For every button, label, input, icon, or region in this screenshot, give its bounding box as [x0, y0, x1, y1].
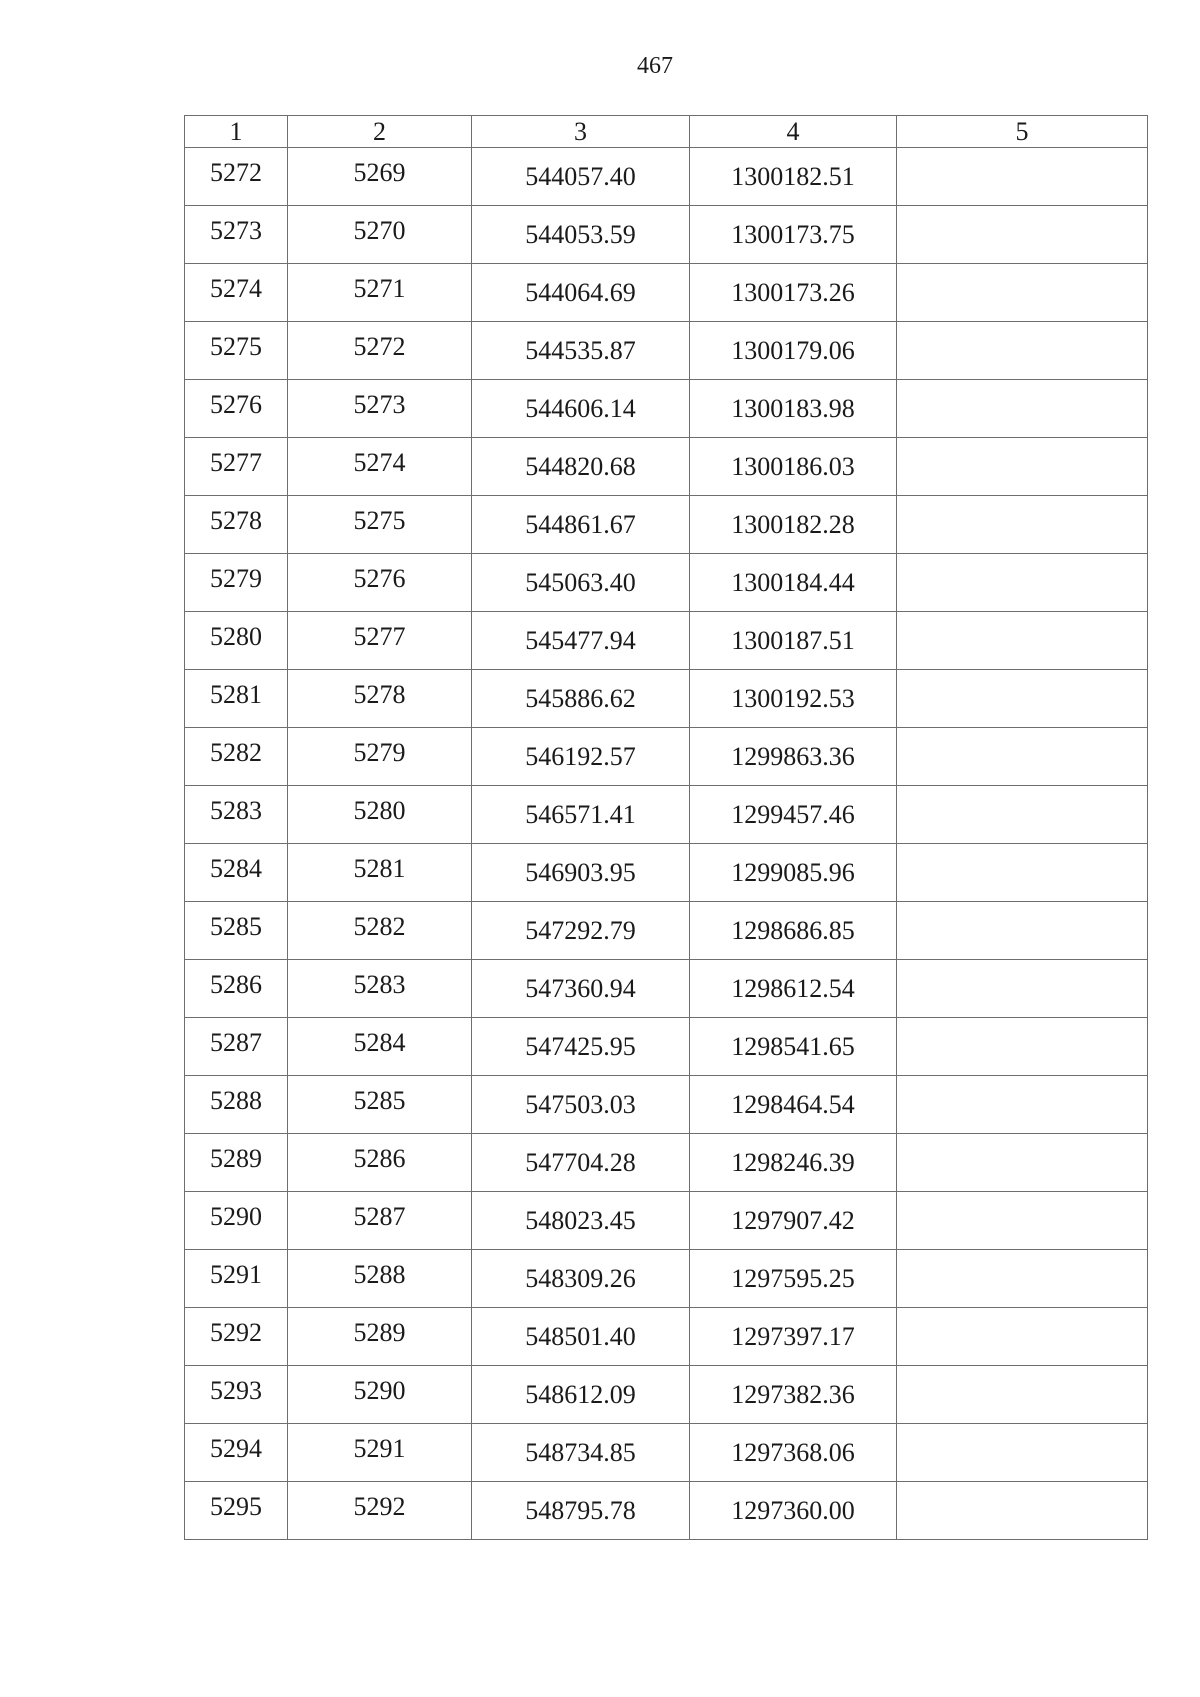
column-header: 1 — [185, 116, 288, 148]
note-cell — [897, 438, 1148, 496]
point-number-cell: 5295 — [185, 1482, 288, 1540]
x-coordinate-cell: 544057.40 — [472, 148, 690, 206]
note-cell — [897, 670, 1148, 728]
coordinates-table — [184, 115, 1148, 1540]
point-number-cell: 5290 — [185, 1192, 288, 1250]
x-coordinate-cell: 544064.69 — [472, 264, 690, 322]
point-number-cell: 5272 — [185, 148, 288, 206]
previous-point-cell: 5287 — [288, 1192, 472, 1250]
table-row — [185, 844, 1148, 902]
y-coordinate-cell: 1300183.98 — [690, 380, 897, 438]
table-row — [185, 728, 1148, 786]
x-coordinate-cell: 547425.95 — [472, 1018, 690, 1076]
x-coordinate-cell: 547360.94 — [472, 960, 690, 1018]
x-coordinate-cell: 548612.09 — [472, 1366, 690, 1424]
note-cell — [897, 1308, 1148, 1366]
table-row — [185, 1076, 1148, 1134]
table-row — [185, 380, 1148, 438]
note-cell — [897, 902, 1148, 960]
table-row — [185, 1308, 1148, 1366]
x-coordinate-cell: 544820.68 — [472, 438, 690, 496]
previous-point-cell: 5275 — [288, 496, 472, 554]
table-row — [185, 670, 1148, 728]
note-cell — [897, 1366, 1148, 1424]
previous-point-cell: 5283 — [288, 960, 472, 1018]
previous-point-cell: 5279 — [288, 728, 472, 786]
point-number-cell: 5276 — [185, 380, 288, 438]
table-row — [185, 1424, 1148, 1482]
y-coordinate-cell: 1298686.85 — [690, 902, 897, 960]
note-cell — [897, 1018, 1148, 1076]
x-coordinate-cell: 544053.59 — [472, 206, 690, 264]
point-number-cell: 5288 — [185, 1076, 288, 1134]
note-cell — [897, 612, 1148, 670]
note-cell — [897, 264, 1148, 322]
note-cell — [897, 1134, 1148, 1192]
x-coordinate-cell: 547292.79 — [472, 902, 690, 960]
x-coordinate-cell: 548309.26 — [472, 1250, 690, 1308]
x-coordinate-cell: 548501.40 — [472, 1308, 690, 1366]
note-cell — [897, 496, 1148, 554]
previous-point-cell: 5286 — [288, 1134, 472, 1192]
y-coordinate-cell: 1300179.06 — [690, 322, 897, 380]
previous-point-cell: 5281 — [288, 844, 472, 902]
note-cell — [897, 206, 1148, 264]
x-coordinate-cell: 547704.28 — [472, 1134, 690, 1192]
note-cell — [897, 148, 1148, 206]
x-coordinate-cell: 545886.62 — [472, 670, 690, 728]
previous-point-cell: 5277 — [288, 612, 472, 670]
point-number-cell: 5283 — [185, 786, 288, 844]
previous-point-cell: 5270 — [288, 206, 472, 264]
previous-point-cell: 5273 — [288, 380, 472, 438]
note-cell — [897, 786, 1148, 844]
previous-point-cell: 5274 — [288, 438, 472, 496]
table-row — [185, 206, 1148, 264]
point-number-cell: 5274 — [185, 264, 288, 322]
point-number-cell: 5273 — [185, 206, 288, 264]
x-coordinate-cell: 544606.14 — [472, 380, 690, 438]
y-coordinate-cell: 1299085.96 — [690, 844, 897, 902]
previous-point-cell: 5290 — [288, 1366, 472, 1424]
previous-point-cell: 5289 — [288, 1308, 472, 1366]
note-cell — [897, 960, 1148, 1018]
y-coordinate-cell: 1297907.42 — [690, 1192, 897, 1250]
x-coordinate-cell: 548023.45 — [472, 1192, 690, 1250]
y-coordinate-cell: 1300182.51 — [690, 148, 897, 206]
point-number-cell: 5282 — [185, 728, 288, 786]
y-coordinate-cell: 1297397.17 — [690, 1308, 897, 1366]
previous-point-cell: 5276 — [288, 554, 472, 612]
table-header-row — [185, 116, 1148, 148]
y-coordinate-cell: 1298246.39 — [690, 1134, 897, 1192]
previous-point-cell: 5285 — [288, 1076, 472, 1134]
y-coordinate-cell: 1298612.54 — [690, 960, 897, 1018]
y-coordinate-cell: 1297595.25 — [690, 1250, 897, 1308]
y-coordinate-cell: 1300192.53 — [690, 670, 897, 728]
point-number-cell: 5292 — [185, 1308, 288, 1366]
y-coordinate-cell: 1299457.46 — [690, 786, 897, 844]
y-coordinate-cell: 1297382.36 — [690, 1366, 897, 1424]
column-header: 3 — [472, 116, 690, 148]
y-coordinate-cell: 1300173.75 — [690, 206, 897, 264]
table-row — [185, 1482, 1148, 1540]
previous-point-cell: 5269 — [288, 148, 472, 206]
point-number-cell: 5281 — [185, 670, 288, 728]
table-row — [185, 1250, 1148, 1308]
note-cell — [897, 728, 1148, 786]
previous-point-cell: 5272 — [288, 322, 472, 380]
point-number-cell: 5291 — [185, 1250, 288, 1308]
previous-point-cell: 5292 — [288, 1482, 472, 1540]
table-row — [185, 264, 1148, 322]
point-number-cell: 5289 — [185, 1134, 288, 1192]
column-header: 5 — [897, 116, 1148, 148]
table-row — [185, 612, 1148, 670]
previous-point-cell: 5278 — [288, 670, 472, 728]
x-coordinate-cell: 548795.78 — [472, 1482, 690, 1540]
table-row — [185, 438, 1148, 496]
point-number-cell: 5287 — [185, 1018, 288, 1076]
x-coordinate-cell: 544861.67 — [472, 496, 690, 554]
y-coordinate-cell: 1298464.54 — [690, 1076, 897, 1134]
x-coordinate-cell: 547503.03 — [472, 1076, 690, 1134]
x-coordinate-cell: 545477.94 — [472, 612, 690, 670]
y-coordinate-cell: 1299863.36 — [690, 728, 897, 786]
point-number-cell: 5277 — [185, 438, 288, 496]
table-row — [185, 786, 1148, 844]
note-cell — [897, 844, 1148, 902]
note-cell — [897, 1192, 1148, 1250]
table-row — [185, 148, 1148, 206]
table-row — [185, 1018, 1148, 1076]
y-coordinate-cell: 1300187.51 — [690, 612, 897, 670]
previous-point-cell: 5288 — [288, 1250, 472, 1308]
note-cell — [897, 554, 1148, 612]
note-cell — [897, 322, 1148, 380]
table-row — [185, 960, 1148, 1018]
y-coordinate-cell: 1297368.06 — [690, 1424, 897, 1482]
point-number-cell: 5285 — [185, 902, 288, 960]
table-row — [185, 902, 1148, 960]
previous-point-cell: 5282 — [288, 902, 472, 960]
previous-point-cell: 5291 — [288, 1424, 472, 1482]
point-number-cell: 5280 — [185, 612, 288, 670]
y-coordinate-cell: 1300184.44 — [690, 554, 897, 612]
table-row — [185, 1366, 1148, 1424]
table-row — [185, 322, 1148, 380]
table-row — [185, 554, 1148, 612]
point-number-cell: 5284 — [185, 844, 288, 902]
note-cell — [897, 1482, 1148, 1540]
note-cell — [897, 1250, 1148, 1308]
x-coordinate-cell: 544535.87 — [472, 322, 690, 380]
x-coordinate-cell: 548734.85 — [472, 1424, 690, 1482]
previous-point-cell: 5271 — [288, 264, 472, 322]
y-coordinate-cell: 1297360.00 — [690, 1482, 897, 1540]
y-coordinate-cell: 1298541.65 — [690, 1018, 897, 1076]
note-cell — [897, 380, 1148, 438]
x-coordinate-cell: 546903.95 — [472, 844, 690, 902]
x-coordinate-cell: 546571.41 — [472, 786, 690, 844]
table-row — [185, 1192, 1148, 1250]
table-body — [185, 148, 1148, 1540]
previous-point-cell: 5280 — [288, 786, 472, 844]
y-coordinate-cell: 1300173.26 — [690, 264, 897, 322]
table-row — [185, 1134, 1148, 1192]
y-coordinate-cell: 1300186.03 — [690, 438, 897, 496]
point-number-cell: 5286 — [185, 960, 288, 1018]
point-number-cell: 5275 — [185, 322, 288, 380]
previous-point-cell: 5284 — [288, 1018, 472, 1076]
y-coordinate-cell: 1300182.28 — [690, 496, 897, 554]
point-number-cell: 5278 — [185, 496, 288, 554]
x-coordinate-cell: 546192.57 — [472, 728, 690, 786]
x-coordinate-cell: 545063.40 — [472, 554, 690, 612]
column-header: 2 — [288, 116, 472, 148]
point-number-cell: 5293 — [185, 1366, 288, 1424]
page-number: 467 — [637, 53, 673, 79]
column-header: 4 — [690, 116, 897, 148]
note-cell — [897, 1076, 1148, 1134]
table-row — [185, 496, 1148, 554]
point-number-cell: 5279 — [185, 554, 288, 612]
point-number-cell: 5294 — [185, 1424, 288, 1482]
note-cell — [897, 1424, 1148, 1482]
